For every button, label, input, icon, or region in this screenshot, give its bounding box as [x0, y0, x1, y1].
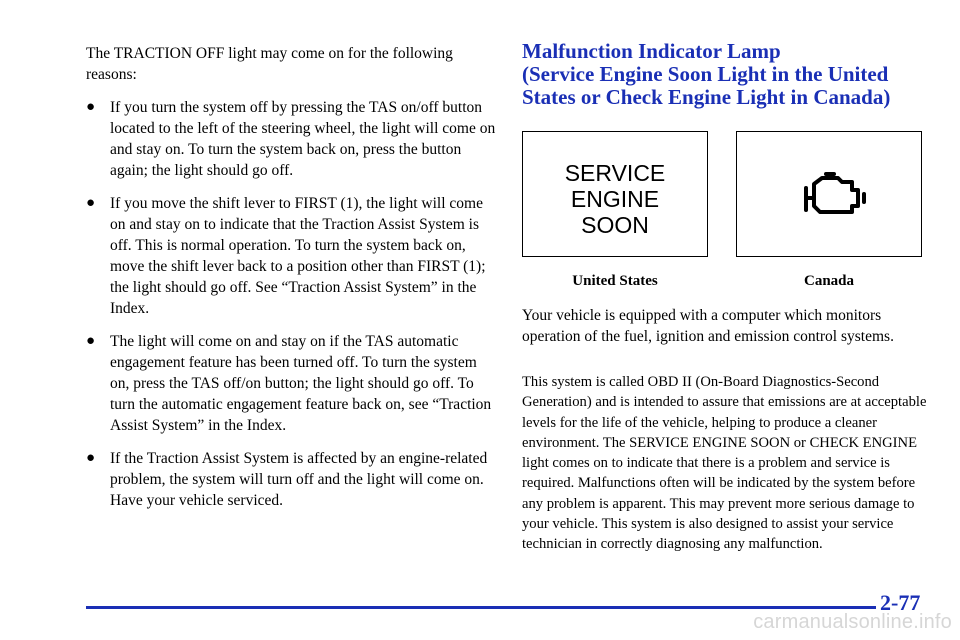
- caption-canada: Canada: [803, 273, 855, 289]
- watermark: carmanualsonline.info: [753, 611, 952, 633]
- list-item: [86, 331, 496, 436]
- bullet-icon: ●: [86, 99, 96, 115]
- section-heading: [522, 40, 932, 109]
- list-item-text: If you turn the system off by pressing the TAS on/off button located to the left of the steering wheel, the light will come on and stay on. To turn the system back on, press the button again; the light should go off.: [110, 99, 496, 179]
- heading-line: States or Check Engine Light in Canada): [522, 85, 891, 109]
- list-item-text: The light will come on and stay on if the TAS automatic engagement feature has been turned off. To turn the system on, press the TAS off/on button; the light should go off. To turn the automatic engagement feature back on, see “Traction Assist System” in the Index.: [110, 333, 492, 434]
- check-engine-lamp: [736, 131, 922, 257]
- bullet-icon: ●: [86, 333, 96, 349]
- indicator-lamps-figure: [522, 131, 952, 301]
- reasons-list: [86, 97, 496, 511]
- engine-icon: [792, 170, 872, 220]
- lamp-text: [523, 160, 707, 238]
- right-column: [522, 40, 932, 109]
- left-column: [86, 43, 496, 523]
- list-item-text: If you move the shift lever to FIRST (1), the light will come on and stay on to indicate that the Traction Assist System is off. This is normal operation. To turn the system back on, move the shift lever back to a position other than FIRST (1); the light should go off. See “Traction Assist System” in the Index.: [110, 195, 486, 317]
- lamp-text-line: SERVICE: [564, 160, 666, 186]
- body-paragraph: This system is called OBD II (On-Board Diagnostics-Second Generation) and is intended to assure that emissions are at acceptable levels for the life of the vehicle, helping to produce a cleaner environment. The SERVICE ENGINE SOON or CHECK ENGINE light comes on to indicate that there is a problem and service is required. Malfunctions often will be indicated by the system before any problem is apparent. This may prevent more serious damage to your vehicle. This system is also designed to assist your service technician in correctly diagnosing any malfunction.: [522, 374, 927, 553]
- body-paragraph: Your vehicle is equipped with a computer which monitors operation of the fuel, ignition and emission control systems.: [522, 307, 894, 345]
- page-number: 2-77: [880, 590, 921, 615]
- intro-text: The TRACTION OFF light may come on for the following reasons:: [86, 45, 453, 83]
- list-item: [86, 193, 496, 319]
- lamp-text-line: SOON: [581, 212, 649, 238]
- heading-line: Malfunction Indicator Lamp: [522, 39, 781, 63]
- bullet-icon: ●: [86, 450, 96, 466]
- caption-united-states: United States: [572, 273, 658, 289]
- list-item: [86, 448, 496, 511]
- lamp-text-line: ENGINE: [570, 186, 660, 212]
- list-item-text: If the Traction Assist System is affected by an engine-related problem, the system will turn off and the light will come on. Have your vehicle serviced.: [110, 450, 488, 509]
- list-item: [86, 97, 496, 181]
- heading-line: (Service Engine Soon Light in the United: [522, 62, 889, 86]
- bullet-icon: ●: [86, 195, 96, 211]
- service-engine-soon-lamp: [522, 131, 708, 257]
- footer-rule: [86, 606, 876, 609]
